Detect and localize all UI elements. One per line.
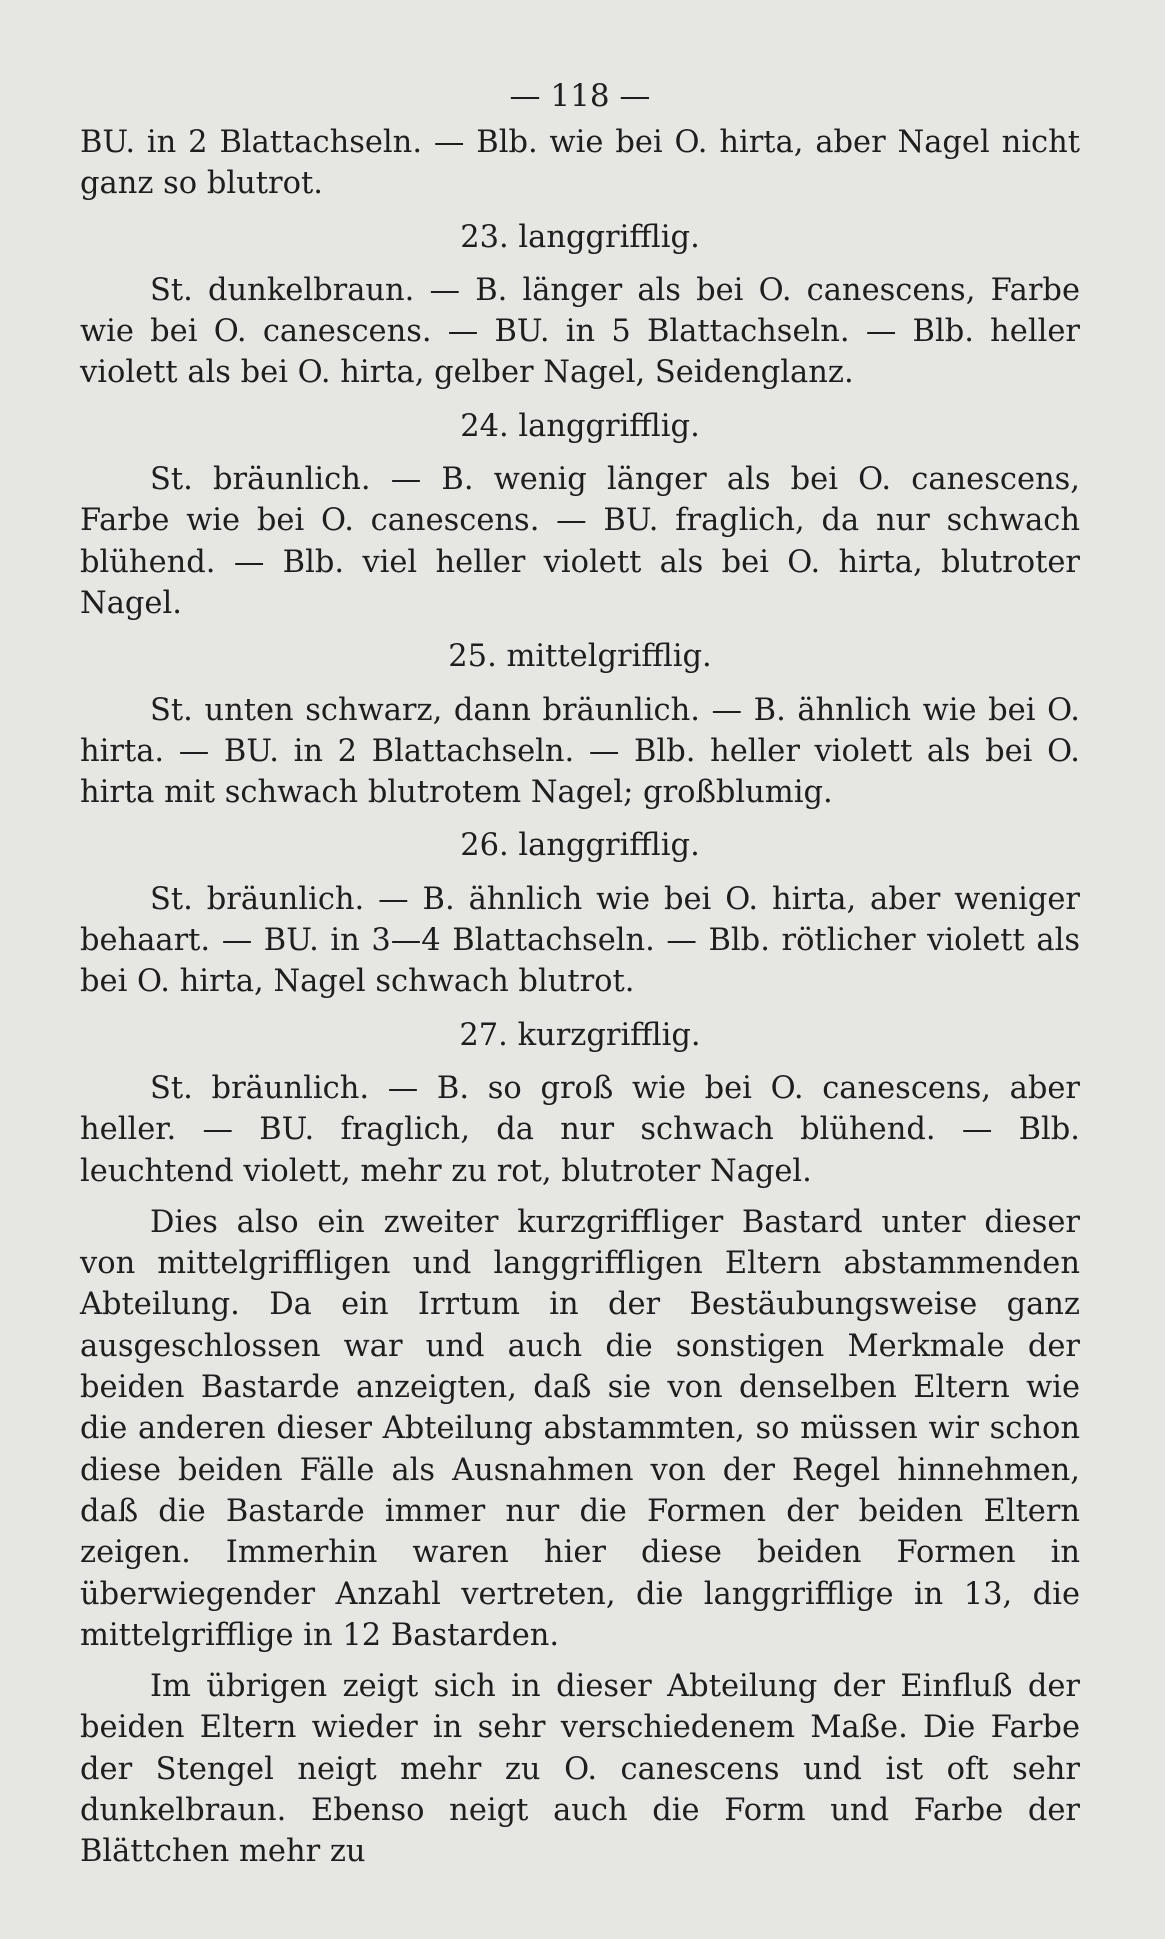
- body-paragraph-influence: Im übrigen zeigt sich in dieser Abteilung der Einfluß der beiden Eltern wieder in sehr verschiedenem Maße. Die Farbe der Stengel neigt mehr zu O. canescens und ist oft sehr dunkelbraun. Ebenso neigt auch die Form und Farbe der Blättchen mehr zu: [80, 1669, 1080, 1870]
- entry-paragraph-26: St. bräunlich. — B. ähnlich wie bei O. hirta, aber weniger behaart. — BU. in 3—4 Blattachseln. — Blb. rötlicher violett als bei O. hirta, Nagel schwach blutrot.: [80, 881, 1080, 1000]
- entry-heading-26: 26. langgrifflig.: [460, 828, 700, 864]
- entry-paragraph-27: St. bräunlich. — B. so groß wie bei O. canescens, aber heller. — BU. fraglich, da nur schwach blühend. — Blb. leuchtend violett, mehr zu rot, blutroter Nagel.: [80, 1070, 1080, 1189]
- paragraph-gap: [80, 1192, 1080, 1202]
- entry-heading-27: 27. kurzgrifflig.: [459, 1017, 701, 1053]
- entry-paragraph-24: St. bräunlich. — B. wenig länger als bei O. canescens, Farbe wie bei O. canescens. — BU. fraglich, da nur schwach blühend. — Blb. viel heller violett als bei O. hirta, blutroter Nagel.: [80, 462, 1080, 621]
- page-number: — 118 —: [509, 78, 651, 114]
- body-paragraph-discussion: Dies also ein zweiter kurzgriffliger Bastard unter dieser von mittelgriffligen und langgriffligen Eltern abstammenden Abteilung. Da ein Irrtum in der Bestäubungsweise ganz ausgeschlossen war und auch die sonstigen Merkmale der beiden Bastarde anzeigten, daß sie von denselben Eltern wie die anderen dieser Abteilung abstammten, so müssen wir schon diese beiden Fälle als Ausnahmen von der Regel hinnehmen, daß die Bastarde immer nur die Formen der beiden Eltern zeigen. Immerhin waren hier diese beiden Formen in überwiegender Anzahl vertreten, die langgrifflige in 13, die mittelgrifflige in 12 Bastarden.: [80, 1204, 1080, 1653]
- entry-heading-24: 24. langgrifflig.: [460, 408, 700, 444]
- document-page: [80, 60, 1080, 1920]
- entry-heading-25: 25. mittelgrifflig.: [448, 639, 712, 675]
- entry-paragraph-23: St. dunkelbraun. — B. länger als bei O. canescens, Farbe wie bei O. canescens. — BU. in 5 Blattachseln. — Blb. heller violett als bei O. hirta, gelber Nagel, Seidenglanz.: [80, 272, 1080, 391]
- paragraph-continuation: BU. in 2 Blattachseln. — Blb. wie bei O. hirta, aber Nagel nicht ganz so blutrot.: [80, 125, 1080, 202]
- entry-paragraph-25: St. unten schwarz, dann bräunlich. — B. ähnlich wie bei O. hirta. — BU. in 2 Blattachseln. — Blb. heller violett als bei O. hirta mit schwach blutrotem Nagel; großblumig.: [80, 692, 1080, 811]
- entry-heading-23: 23. langgrifflig.: [460, 219, 700, 255]
- paragraph-gap: [80, 1656, 1080, 1666]
